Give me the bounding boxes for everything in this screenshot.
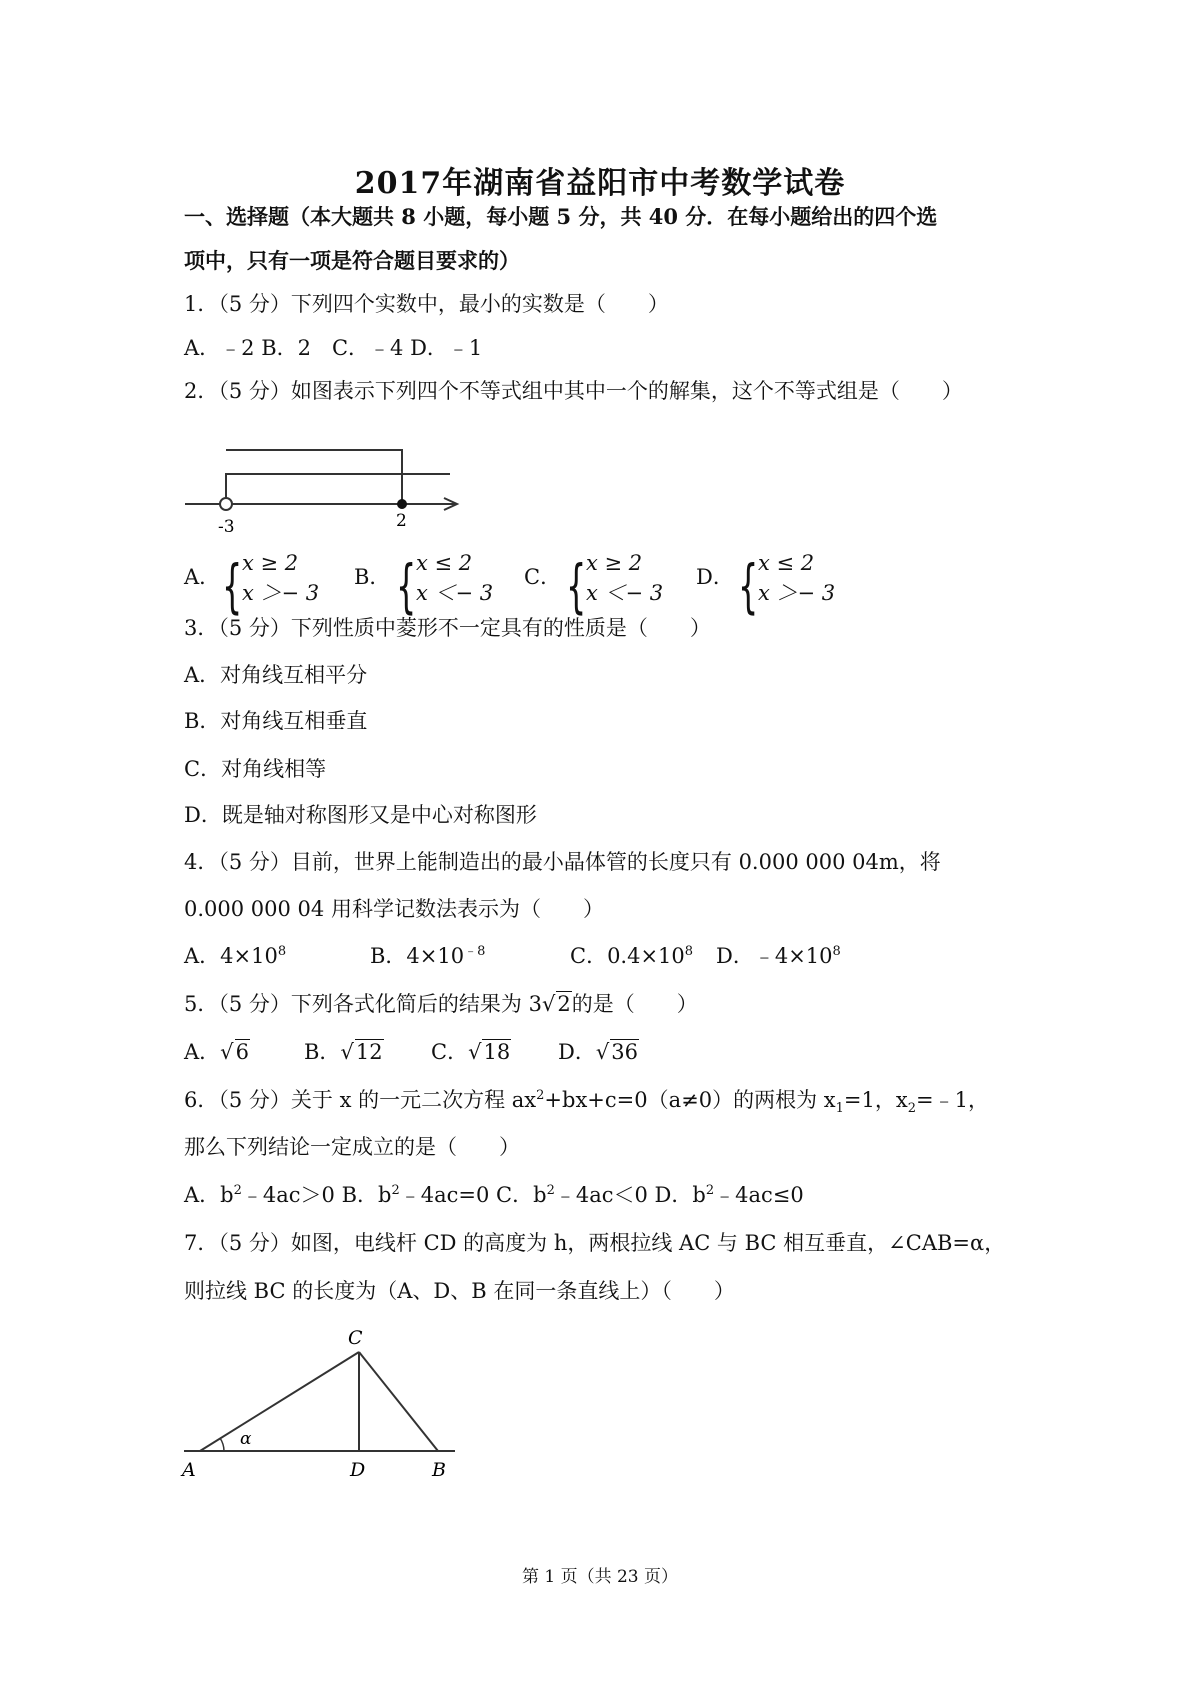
question-4-option-a	[184, 942, 286, 970]
question-1-stem: 1．（5 分）下列四个实数中，最小的实数是（ ）	[184, 292, 669, 316]
subscript: 2	[907, 1101, 916, 1117]
exponent: ﹣8	[464, 944, 486, 959]
question-2-option-d-label: D．	[696, 565, 734, 589]
question-5-option-d	[558, 1038, 639, 1066]
subscript: 1	[835, 1101, 844, 1117]
exponent: 2	[705, 1183, 715, 1198]
radicand: 12	[355, 1040, 383, 1064]
question-5-stem	[184, 990, 698, 1018]
question-6-stem-line1	[184, 1086, 989, 1117]
radicand: 6	[235, 1040, 249, 1064]
option-text: ﹣4ac＜0	[554, 1183, 648, 1207]
solution-bracket-left	[226, 474, 450, 504]
exponent: 2	[391, 1183, 400, 1198]
option-c	[496, 1183, 648, 1207]
brace-glyph: {	[738, 552, 759, 620]
exponent: 8	[277, 944, 287, 959]
solution-bracket-lower	[180, 450, 226, 470]
exponent: 8	[832, 944, 841, 959]
stem-text: =1，x	[843, 1088, 908, 1112]
radicand: 36	[611, 1040, 638, 1064]
option-text: C．b	[496, 1183, 547, 1207]
option-text: A．4×10	[184, 944, 278, 968]
question-7-stem-line2: 则拉线 BC 的长度为（A、D、B 在同一条直线上）（ ）	[184, 1279, 735, 1303]
exponent: 2	[536, 1088, 545, 1103]
exponent: 8	[684, 944, 694, 959]
exponent: 2	[233, 1183, 242, 1198]
question-3-stem: 3．（5 分）下列性质中菱形不一定具有的性质是（ ）	[184, 616, 711, 640]
inequality-row: x ＜− 3	[586, 581, 664, 605]
question-5-option-b	[304, 1038, 384, 1066]
question-3-option-d: D．既是轴对称图形又是中心对称图形	[184, 803, 537, 827]
number-line-figure	[180, 440, 470, 540]
question-4-stem-line2: 0.000 000 04 用科学记数法表示为（ ）	[184, 897, 604, 921]
sqrt-expression: √18	[468, 1040, 511, 1064]
section-heading-line2: 项中，只有一项是符合题目要求的）	[184, 248, 520, 273]
option-label: D．	[558, 1040, 596, 1064]
section-heading-line1: 一、选择题（本大题共 8 小题，每小题 5 分，共 40 分．在每小题给出的四个选	[184, 204, 938, 229]
triangle-figure	[180, 1320, 470, 1500]
option-a	[184, 1183, 335, 1207]
question-4-option-b	[370, 942, 485, 970]
inequality-row: x ＞− 3	[242, 581, 320, 605]
page-footer: 第 1 页（共 23 页）	[521, 1567, 679, 1587]
question-4-option-d	[716, 942, 841, 970]
stem-text: 6．（5 分）关于 x 的一元二次方程 ax	[184, 1088, 537, 1112]
question-6-options	[184, 1181, 804, 1209]
option-label: C．	[431, 1040, 469, 1064]
question-7-stem-line1: 7．（5 分）如图，电线杆 CD 的高度为 h，两根拉线 AC 与 BC 相互垂直，∠CAB=α，	[184, 1231, 1006, 1255]
sqrt-expression: √36	[595, 1040, 638, 1064]
question-5-option-a	[184, 1038, 250, 1066]
question-2-option-c-label: C．	[524, 565, 562, 589]
option-text: B．4×10	[370, 944, 465, 968]
option-text: D．﹣4×10	[716, 944, 833, 968]
option-text: ﹣4ac≤0	[714, 1183, 804, 1207]
label-b: B	[432, 1459, 446, 1481]
inequality-row: x ≤ 2	[758, 551, 815, 575]
option-label: A．	[184, 1040, 221, 1064]
brace-glyph: {	[222, 552, 243, 620]
question-6-stem-line2: 那么下列结论一定成立的是（ ）	[184, 1135, 520, 1159]
option-text: ﹣4ac＞0	[241, 1183, 335, 1207]
open-dot-minus-3	[220, 498, 232, 510]
label-c: C	[348, 1327, 363, 1349]
question-3-option-c: C．对角线相等	[184, 757, 327, 781]
label-alpha: α	[240, 1429, 252, 1449]
angle-alpha-arc	[220, 1438, 224, 1451]
brace-glyph: {	[396, 552, 417, 620]
option-text: A．b	[184, 1183, 234, 1207]
option-text: ﹣4ac=0	[399, 1183, 490, 1207]
option-b	[342, 1183, 490, 1207]
segment-cb	[359, 1352, 438, 1451]
sqrt-expression: √6	[220, 1040, 249, 1064]
label-a: A	[182, 1459, 196, 1481]
inequality-row: x ≥ 2	[242, 551, 299, 575]
exponent: 2	[546, 1183, 555, 1198]
stem-text: =﹣1，	[916, 1088, 989, 1112]
option-text: B．b	[341, 1183, 392, 1207]
question-2-stem: 2．（5 分）如图表示下列四个不等式组中其中一个的解集，这个不等式组是（ ）	[184, 379, 963, 403]
closed-dot-2	[397, 499, 407, 509]
option-label: B．	[304, 1040, 341, 1064]
brace-glyph: {	[566, 552, 587, 620]
question-1-options: A．﹣2 B．2 C．﹣4 D．﹣1	[184, 336, 483, 360]
question-4-stem-line1: 4．（5 分）目前，世界上能制造出的最小晶体管的长度只有 0.000 000 04m，将	[184, 850, 941, 874]
radicand: 18	[483, 1040, 511, 1064]
solution-bracket-upper	[226, 450, 402, 504]
tick-label-2: 2	[396, 511, 407, 531]
inequality-row: x ＜− 3	[416, 581, 494, 605]
stem-text: +bx+c=0（a≠0）的两根为 x	[544, 1088, 836, 1112]
question-5-option-c	[431, 1038, 511, 1066]
label-d: D	[350, 1459, 366, 1481]
question-4-option-c	[570, 942, 693, 970]
page-title: 2017年湖南省益阳市中考数学试卷	[354, 166, 846, 201]
inequality-row: x ≥ 2	[586, 551, 643, 575]
option-text: D．b	[654, 1183, 706, 1207]
inequality-row: x ≤ 2	[416, 551, 473, 575]
tick-label-minus-3: -3	[218, 517, 235, 537]
segment-ac	[200, 1352, 359, 1451]
sqrt-expression: √12	[340, 1040, 383, 1064]
option-text: C．0.4×10	[570, 944, 685, 968]
radicand: 2	[557, 992, 571, 1016]
question-3-option-b: B．对角线互相垂直	[184, 709, 368, 733]
question-3-option-a: A．对角线互相平分	[184, 663, 368, 687]
stem-text: 5．（5 分）下列各式化简后的结果为 3	[184, 992, 542, 1016]
inequality-row: x ＞− 3	[758, 581, 836, 605]
sqrt-expression: √2	[541, 992, 571, 1016]
stem-text: 的是（ ）	[571, 992, 698, 1016]
question-2-option-b-label: B．	[354, 565, 391, 589]
question-2-option-a-label: A．	[184, 565, 221, 589]
option-d	[655, 1183, 804, 1207]
